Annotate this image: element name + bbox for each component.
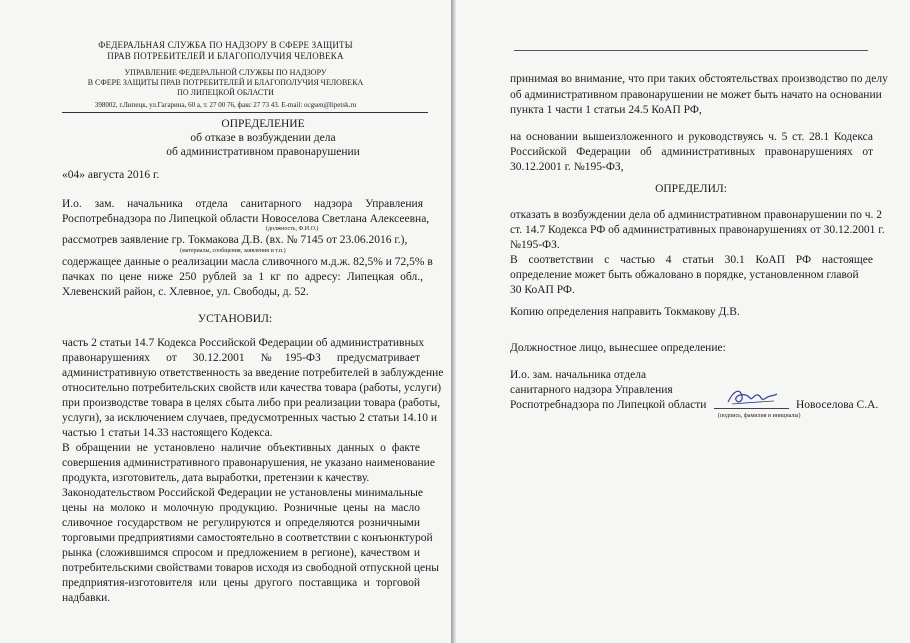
org-header-line-1: ФЕДЕРАЛЬНАЯ СЛУЖБА ПО НАДЗОРУ В СФЕРЕ ЗАЩИТЫ <box>98 40 353 50</box>
copy-instruction: Копию определения направить Токмакову Д.В. <box>510 306 740 318</box>
page-top-rule <box>514 50 868 51</box>
document-title: ОПРЕДЕЛЕНИЕ <box>221 118 305 130</box>
address-line: 398002, г.Липецк, ул.Гагарина, 60 а, т. 27 00 76, факс 27 73 43. E-mail: ocgsen@lipetsk.ru <box>94 101 357 109</box>
document-date: «04» августа 2016 г. <box>62 169 160 181</box>
body-line: рынка (сложившимся спросом и предложением в регионе), качеством и <box>62 547 420 559</box>
official-line-1: И.о. зам. начальника отдела санитарного надзора Управления <box>62 198 423 210</box>
signer-line-1: И.о. зам. начальника отдела <box>510 369 647 381</box>
body-line: торговыми предприятиями самостоятельно в соответствии с конъюнктурой <box>62 532 433 544</box>
p1-line: принимая во внимание, что при таких обстоятельствах производство по делу <box>510 73 888 85</box>
body-line: В обращении не установлено наличие объективных данных о факте <box>62 442 420 454</box>
p4-line: В соответствии с частью 4 статьи 30.1 КоАП РФ настоящее <box>510 254 873 266</box>
document-page-right <box>456 0 910 643</box>
body-line: сливочное государством не регулируются и определяются розничными <box>62 517 420 529</box>
body-line: при производстве товара в целях сбыта либо при реализации товара (работы, <box>62 397 441 409</box>
signer-name: Новоселова С.А. <box>796 399 879 411</box>
content-line: Хлевенский район, с. Хлевное, ул. Свободы, д. 52. <box>62 286 309 298</box>
document-subtitle-2: об административном правонарушении <box>166 146 360 158</box>
dept-header-line-3: ПО ЛИПЕЦКОЙ ОБЛАСТИ <box>177 88 274 97</box>
body-line: частью 1 статьи 14.33 настоящего Кодекса. <box>62 427 273 439</box>
body-line: правонарушениях от 30.12.2001 №195-ФЗ предусматривает <box>62 352 420 364</box>
official-caption: (должность, Ф.И.О.) <box>266 226 319 232</box>
body-line: надбавки. <box>62 592 111 604</box>
body-line: Законодательством Российской Федерации не установлены минимальные <box>62 487 424 499</box>
body-line: потребительскими свойствами товаров исходя из свободной отпускной цены <box>62 562 440 574</box>
p3-line: №195-ФЗ. <box>510 239 560 251</box>
body-line: совершения административного правонарушения, не указано наименование <box>62 457 435 469</box>
document-subtitle-1: об отказе в возбуждении дела <box>190 132 336 144</box>
handwritten-signature <box>724 386 780 408</box>
p2-line: 30.12.2001 г. №195-ФЗ, <box>510 161 624 173</box>
body-line: часть 2 статьи 14.7 Кодекса Российской Федерации об административных <box>62 337 425 349</box>
official-line-2: Роспотребнадзора по Липецкой области Новоселова Светлана Алексеевна, <box>62 213 430 225</box>
content-line: пачках по цене ниже 250 рублей за 1 кг по адресу: Липецкая обл., <box>62 271 423 283</box>
p4-line: 30 КоАП РФ. <box>510 284 575 296</box>
document-page-left <box>0 0 451 643</box>
decided-heading: ОПРЕДЕЛИЛ: <box>655 183 727 195</box>
content-line: содержащее данные о реализации масла сливочного м.д.ж. 82,5% и 72,5% в <box>62 256 433 268</box>
official-issued-label: Должностное лицо, вынесшее определение: <box>510 342 726 354</box>
body-line: предприятия-изготовителя или цены другого поставщика и торговой <box>62 577 420 589</box>
signer-line-3: Роспотребнадзора по Липецкой области <box>510 399 707 411</box>
body-line: услуги), за исключением случаев, предусмотренных частью 2 статьи 14.10 и <box>62 412 438 424</box>
signature-line <box>714 408 789 409</box>
body-line: относительно потребительских свойств или качества товара (работы, услуги) <box>62 382 442 394</box>
header-divider <box>62 112 428 113</box>
p1-line: пункта 1 части 1 статьи 24.5 КоАП РФ, <box>510 104 702 116</box>
signer-line-2: санитарного надзора Управления <box>510 384 673 396</box>
p2-line: на основании вышеизложенного и руководствуясь ч. 5 ст. 28.1 Кодекса <box>510 131 873 143</box>
p3-line: отказать в возбуждении дела об административном правонарушении по ч. 2 <box>510 209 883 221</box>
p4-line: определение может быть обжаловано в порядке, установленном главой <box>510 269 859 281</box>
body-line: продукта, изготовитель, дата выработки, претензии к качеству. <box>62 472 370 484</box>
body-line: цены на молоко и молочную продукцию. Розничные цены на масло <box>62 502 420 514</box>
body-line: административную ответственность за введение потребителей в заблуждение <box>62 367 444 379</box>
considered-statement: рассмотрев заявление гр. Токмакова Д.В. (вх. № 7145 от 23.06.2016 г.), <box>62 234 408 246</box>
p1-line: об административном правонарушении не может быть начато на основании <box>510 89 882 101</box>
p3-line: ст. 14.7 Кодекса РФ об административных правонарушениях от 30.12.2001 г. <box>510 224 885 236</box>
org-header-line-2: ПРАВ ПОТРЕБИТЕЛЕЙ И БЛАГОПОЛУЧИЯ ЧЕЛОВЕКА <box>107 51 344 61</box>
dept-header-line-1: УПРАВЛЕНИЕ ФЕДЕРАЛЬНОЙ СЛУЖБЫ ПО НАДЗОРУ <box>124 68 327 77</box>
signature-caption: (подпись, фамилия и инициалы) <box>718 413 801 419</box>
p2-line: Российской Федерации об административных правонарушениях от <box>510 146 873 158</box>
materials-caption: (материалы, сообщения, заявления и т.п.) <box>180 248 286 254</box>
dept-header-line-2: В СФЕРЕ ЗАЩИТЫ ПРАВ ПОТРЕБИТЕЛЕЙ И БЛАГОПОЛУЧИЯ ЧЕЛОВЕКА <box>87 78 364 87</box>
established-heading: УСТАНОВИЛ: <box>197 313 273 325</box>
